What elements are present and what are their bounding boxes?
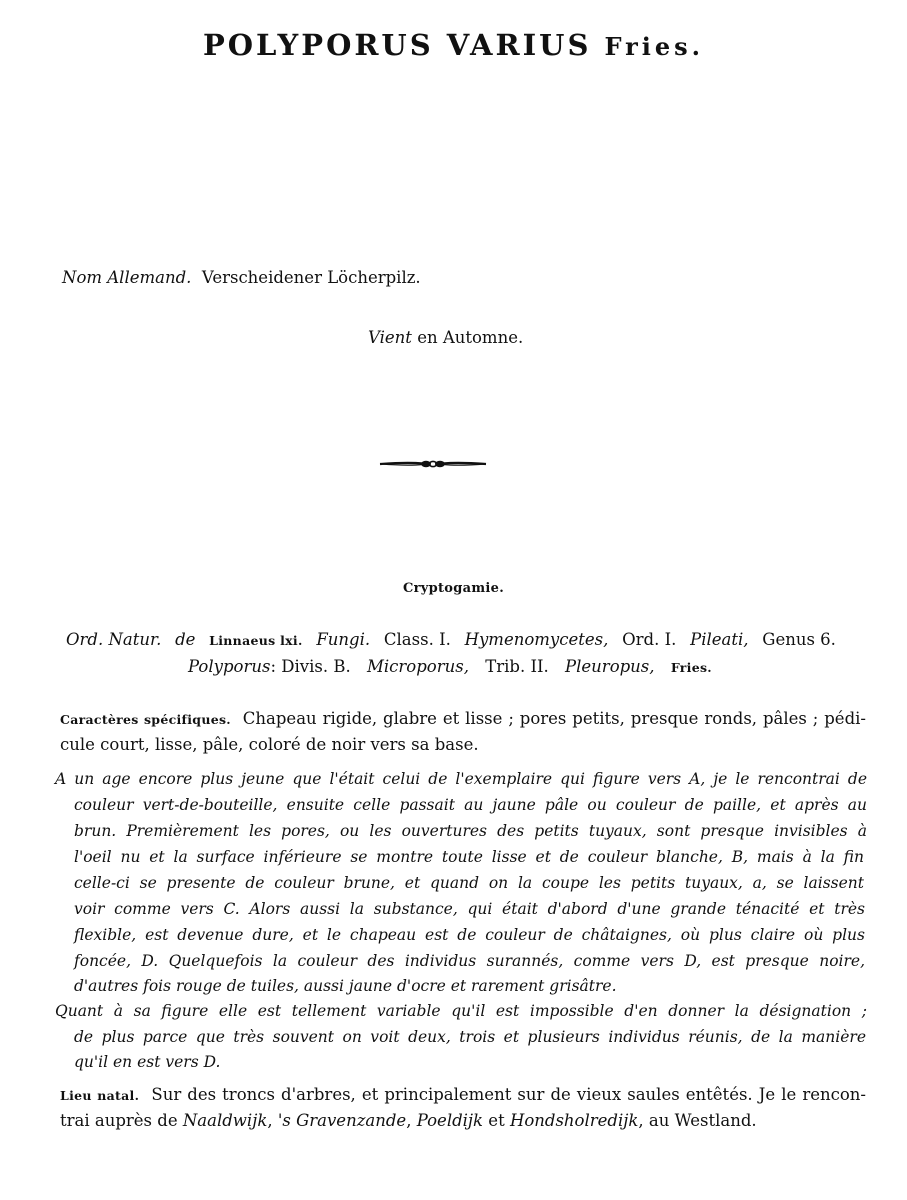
habitat-text-1: Sur des troncs d'arbres, et principalement sur de vieux saules entêtés. Je le rencon- xyxy=(151,1085,866,1104)
pileati: Pileati, xyxy=(690,630,749,649)
characters-text-1: Chapeau rigide, glabre et lisse ; pores petits, presque ronds, pâles ; pédi- xyxy=(242,709,866,728)
description-line: celle-ci se presente de couleur brune, et quand on la coupe les petits tuyaux, a, se laissent xyxy=(74,874,864,892)
author-name: Fries. xyxy=(604,32,705,61)
linnaeus: Linnaeus lxi. xyxy=(209,633,303,648)
habitat-post: au Westland. xyxy=(648,1111,757,1130)
season-line xyxy=(368,328,523,347)
place-gravenzande: 's Gravenzande xyxy=(277,1111,407,1130)
season-label: Vient xyxy=(368,328,412,347)
description-line: flexible, est devenue dure, et le chapeau est de couleur de châtaignes, où plus claire où plus xyxy=(74,926,865,944)
characters-label: Caractères spécifiques. xyxy=(60,712,231,727)
page-title xyxy=(0,28,907,62)
habitat-line-1 xyxy=(60,1085,866,1104)
fries-small: Fries. xyxy=(670,660,712,675)
german-name-label: Nom Allemand. xyxy=(62,268,192,287)
german-name-value: Verscheidener Löcherpilz. xyxy=(201,268,421,287)
shape-line: Quant à sa figure elle est tellement variable qu'il est impossible d'en donner la désignation ; xyxy=(55,1002,867,1020)
place-naaldwijk: Naaldwijk xyxy=(182,1111,268,1130)
ord-natur: Ord. Natur. xyxy=(66,630,162,649)
fungi: Fungi. xyxy=(316,630,371,649)
description-line: d'autres fois rouge de tuiles, aussi jaune d'ocre et rarement grisâtre. xyxy=(74,977,617,995)
description-line: l'oeil nu et la surface inférieure se montre toute lisse et de couleur blanche, B, mais à la fin xyxy=(74,848,864,866)
characters-line-1 xyxy=(60,709,866,728)
description-line: foncée, D. Quelquefois la couleur des individus surannés, comme vers D, est presque noire, xyxy=(74,952,865,970)
place-poeldijk: Poeldijk xyxy=(416,1111,484,1130)
description-line: A un age encore plus jeune que l'était celui de l'exemplaire qui figure vers A, je le rencontrai de xyxy=(55,770,867,788)
trib-ii: Trib. II. xyxy=(485,657,549,676)
divis-b: : Divis. B. xyxy=(270,657,351,676)
characters-line-2: cule court, lisse, pâle, coloré de noir vers sa base. xyxy=(60,735,479,754)
shape-line: de plus parce que très souvent on voit deux, trois et plusieurs individus réunis, de la manière xyxy=(74,1028,866,1046)
ornament-divider xyxy=(378,453,488,475)
description-line: brun. Premièrement les pores, ou les ouvertures des petits tuyaux, sont presque invisibles à xyxy=(74,822,867,840)
place-hondsholredijk: Hondsholredijk xyxy=(509,1111,639,1130)
classification-line-1 xyxy=(66,630,836,649)
polyporus: Polyporus xyxy=(188,657,271,676)
microporus: Microporus, xyxy=(366,657,469,676)
genus-6: Genus 6. xyxy=(762,630,836,649)
description-line: voir comme vers C. Alors aussi la substance, qui était d'abord d'une grande ténacité et très xyxy=(74,900,865,918)
season-value: en Automne. xyxy=(417,328,524,347)
hymenomycetes: Hymenomycetes, xyxy=(464,630,609,649)
class-i: Class. I. xyxy=(383,630,451,649)
description-line: couleur vert-de-bouteille, ensuite celle passait au jaune pâle ou couleur de paille, et après au xyxy=(74,796,867,814)
section-heading: Cryptogamie. xyxy=(402,581,505,596)
ord-i: Ord. I. xyxy=(622,630,677,649)
de-word: de xyxy=(175,630,196,649)
classification-line-2 xyxy=(188,657,712,676)
habitat-label: Lieu natal. xyxy=(60,1088,140,1103)
habitat-line-2: trai auprès de Naaldwijk, 's Gravenzande, Poeldijk et Hondsholredijk, au Westland. xyxy=(60,1111,757,1130)
species-name: POLYPORUS VARIUS xyxy=(202,28,592,62)
shape-line: qu'il en est vers D. xyxy=(74,1053,221,1071)
habitat-pre: trai auprès de xyxy=(60,1111,178,1130)
pleuropus: Pleuropus, xyxy=(565,657,655,676)
german-name-line xyxy=(62,268,421,287)
